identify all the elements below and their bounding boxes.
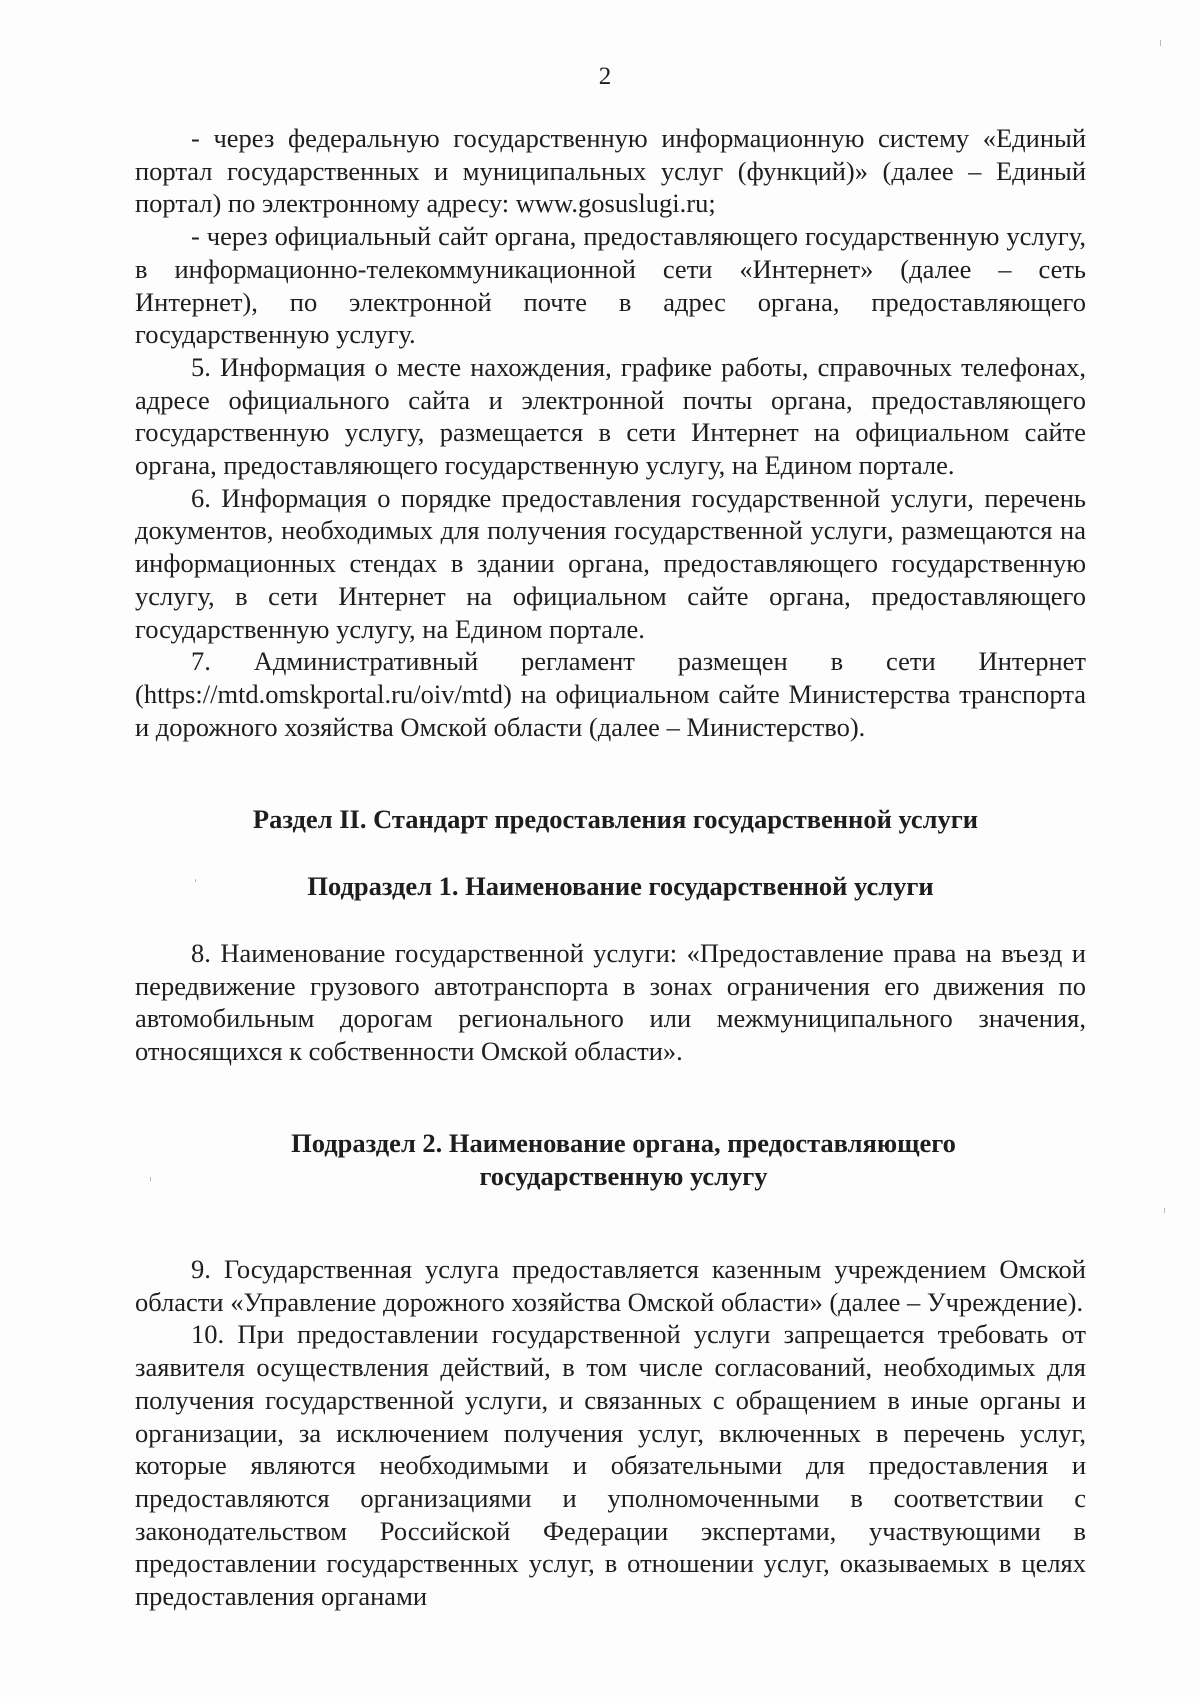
paragraph-official-site: - через официальный сайт органа, предоставляющего государственную услугу, в информационно-телекоммуникационной сети «Интернет» (далее – сеть Интернет), по электронной почте в адрес органа, предоставляющего государственную услугу. [135, 221, 1086, 350]
scan-mark [195, 879, 196, 882]
scan-mark [1160, 40, 1161, 46]
scan-mark [150, 1177, 151, 1181]
paragraph-7-regulation-published: 7. Административный регламент размещен в сети Интернет (https://mtd.omskportal.ru/oiv/mtd) на официальном сайте Министерства транспорта и дорожного хозяйства Омской области (далее – Министерство). [135, 646, 1086, 742]
section-heading: Раздел II. Стандарт предоставления государственной услуги [252, 804, 979, 834]
page-number: 2 [598, 63, 612, 90]
text-block-info-channels [135, 122, 1086, 743]
subsection-1-heading: Подраздел 1. Наименование государственной услуги [307, 871, 934, 901]
paragraph-8-service-name: 8. Наименование государственной услуги: «Предоставление права на въезд и передвижение грузового автотранспорта в зонах ограничения его движения по автомобильным дорогам регионального или межмуниципального значения, относящихся к собственности Омской области». [135, 938, 1086, 1067]
paragraph-10-restrictions: 10. При предоставлении государственной услуги запрещается требовать от заявителя осуществления действий, в том числе согласований, необходимых для получения государственной услуги, и связанных с обращением в иные органы и организации, за исключением получения услуг, включенных в перечень услуг, которые являются необходимыми и обязательными для предоставления и предоставляются организациями и уполномоченными в соответствии с законодательством Российской Федерации экспертами, участвующими в предоставлении государственных услуг, в отношении услуг, оказываемых в целях предоставления органами [135, 1319, 1086, 1612]
subsection-2-heading-line-2: государственную услугу [479, 1160, 768, 1191]
scan-mark [1164, 1208, 1165, 1213]
text-block-provider [135, 1253, 1086, 1613]
paragraph-9-provider: 9. Государственная услуга предоставляется казенным учреждением Омской области «Управление дорожного хозяйства Омской области» (далее – Учреждение). [135, 1254, 1086, 1317]
paragraph-gosuslugi-portal: - через федеральную государственную информационную систему «Единый портал государственных и муниципальных услуг (функций)» (далее – Единый портал) по электронному адресу: www.gosuslugi.ru; [135, 123, 1086, 219]
subsection-2-heading [148, 1127, 1099, 1192]
text-block-service-name [135, 937, 1086, 1068]
paragraph-6-procedure-info: 6. Информация о порядке предоставления государственной услуги, перечень документов, необходимых для получения государственной услуги, размещаются на информационных стендах в здании органа, предоставляющего государственную услугу, в сети Интернет на официальном сайте органа, предоставляющего государственную услугу, на Едином портале. [135, 482, 1086, 644]
paragraph-5-contact-info: 5. Информация о месте нахождения, графике работы, справочных телефонах, адресе официального сайта и электронной почты органа, предоставляющего государственную услугу, размещается в сети Интернет на официальном сайте органа, предоставляющего государственную услугу, на Едином портале. [135, 351, 1086, 481]
subsection-2-heading-line-1: Подраздел 2. Наименование органа, предоставляющего [291, 1128, 956, 1158]
